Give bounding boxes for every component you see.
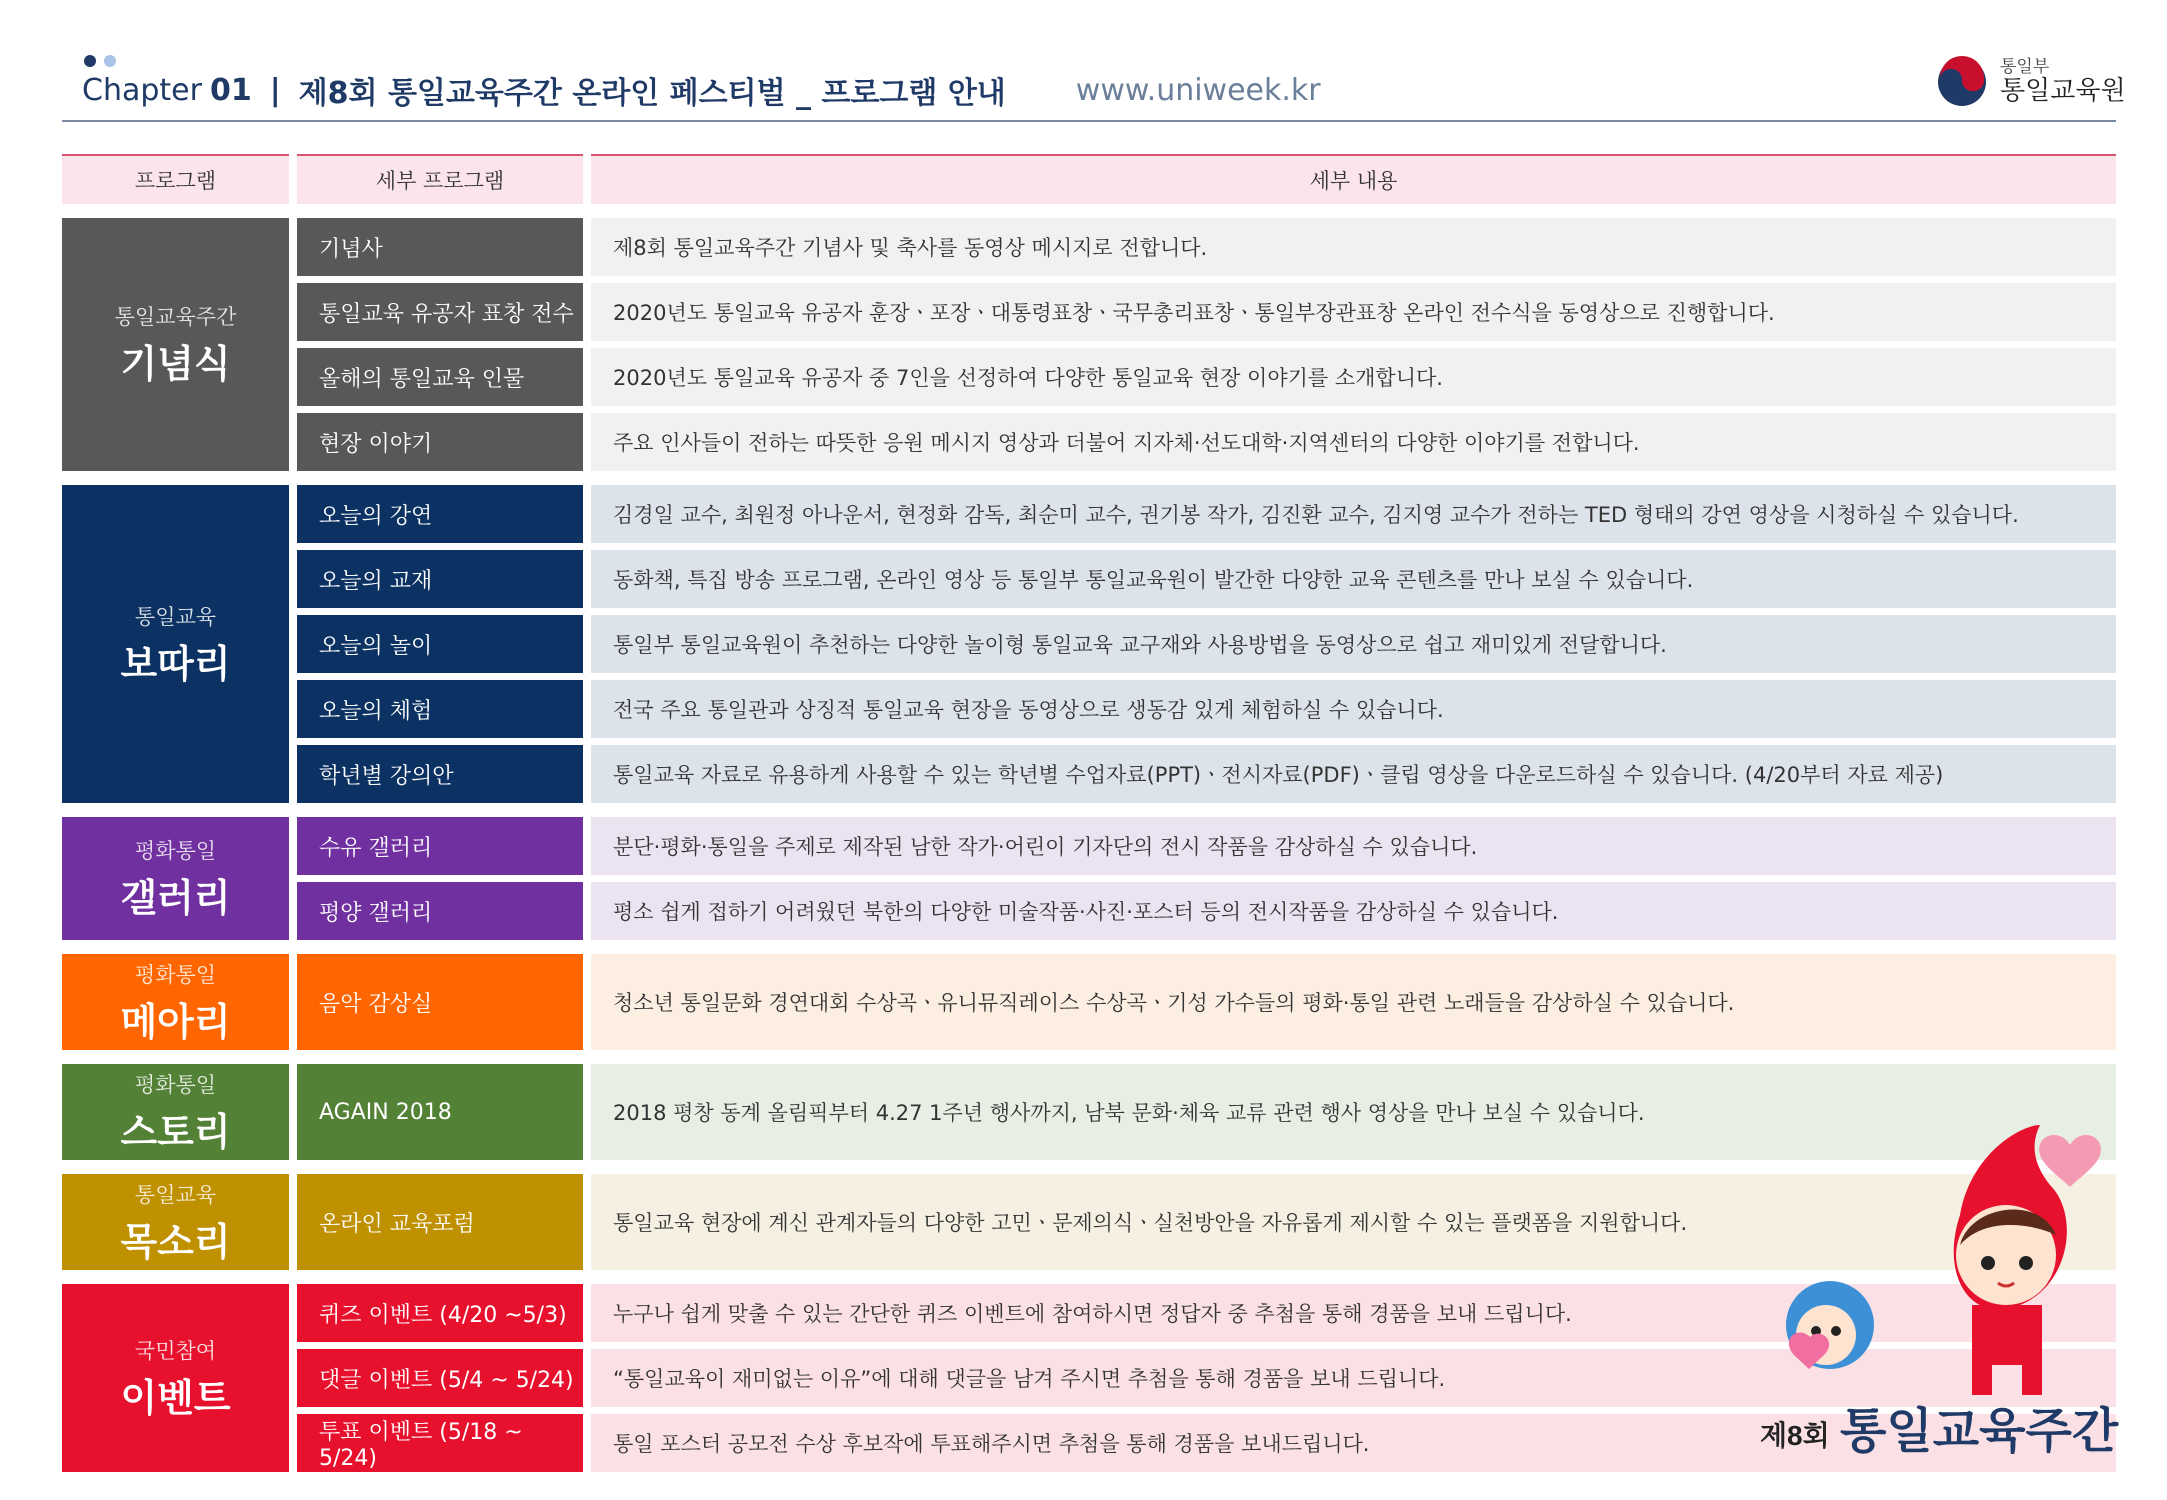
table-row (297, 817, 2116, 875)
program-category-sub: 통일교육 (134, 1182, 217, 1207)
table-row (297, 348, 2116, 406)
table-row (297, 283, 2116, 341)
sub-program-description: 김경일 교수, 최원정 아나운서, 현정화 감독, 최순미 교수, 권기봉 작가, 김진환 교수, 김지영 교수가 전하는 TED 형태의 강연 영상을 시청하실 수 있습니다. (591, 485, 2116, 543)
header-divider (62, 120, 2116, 122)
program-category-sub: 통일교육 (134, 604, 217, 629)
table-row (297, 615, 2116, 673)
program-group (62, 485, 2116, 803)
sub-program-description: “통일교육이 재미없는 이유”에 대해 댓글을 남겨 주시면 추첨을 통해 경품을 보내 드립니다. (591, 1349, 2116, 1407)
mascot-caption-main: 통일교육주간 (1840, 1405, 2119, 1458)
sub-program-description: 주요 인사들이 전하는 따뜻한 응원 메시지 영상과 더불어 지자체·선도대학·지역센터의 다양한 이야기를 전합니다. (591, 413, 2116, 471)
sub-program-name: 오늘의 강연 (297, 485, 583, 543)
header-separator: | (269, 72, 281, 108)
sub-program-list (297, 218, 2116, 471)
program-category-title: 메아리 (120, 999, 231, 1044)
sub-program-description: 통일부 통일교육원이 추천하는 다양한 놀이형 통일교육 교구재와 사용방법을 동영상으로 쉽고 재미있게 전달합니다. (591, 615, 2116, 673)
program-category (62, 1174, 289, 1270)
mascot-image (1710, 1105, 2130, 1465)
program-category (62, 485, 289, 803)
header-sub-program: 세부 프로그램 (297, 154, 583, 204)
mascot-caption-prefix: 제8회 (1760, 1420, 1830, 1451)
page-header (82, 70, 1321, 110)
red-mascot-body (1972, 1305, 2042, 1395)
sub-program-name: 온라인 교육포럼 (297, 1174, 583, 1270)
logo-ministry-name: 통일부 (2000, 57, 2050, 78)
program-category-sub: 국민참여 (134, 1338, 217, 1363)
dot-dark (84, 55, 96, 67)
program-category-sub: 평화통일 (134, 839, 217, 863)
sub-program-description: 누구나 쉽게 맞출 수 있는 간단한 퀴즈 이벤트에 참여하시면 정답자 중 추첨을 통해 경품을 보내 드립니다. (591, 1284, 2116, 1342)
sub-program-name: 음악 감상실 (297, 954, 583, 1050)
table-row (297, 954, 2116, 1050)
sub-program-name: 평양 갤러리 (297, 882, 583, 940)
program-category-title: 이벤트 (120, 1375, 231, 1420)
program-category (62, 1284, 289, 1472)
program-category (62, 817, 289, 940)
program-category-title: 스토리 (120, 1109, 231, 1154)
sub-program-name: 올해의 통일교육 인물 (297, 348, 583, 406)
page-title: 제8회 통일교육주간 온라인 페스티벌 _ 프로그램 안내 (298, 76, 1006, 111)
program-category-title: 갤러리 (120, 876, 231, 920)
sub-program-name: 댓글 이벤트 (5/4 ~ 5/24) (297, 1349, 583, 1407)
table-row (297, 745, 2116, 803)
table-row (297, 882, 2116, 940)
table-row (297, 218, 2116, 276)
sub-program-name: 오늘의 체험 (297, 680, 583, 738)
sub-program-description: 동화책, 특집 방송 프로그램, 온라인 영상 등 통일부 통일교육원이 발간한 다양한 교육 콘텐츠를 만나 보실 수 있습니다. (591, 550, 2116, 608)
sub-program-name: 퀴즈 이벤트 (4/20 ~5/3) (297, 1284, 583, 1342)
program-group (62, 817, 2116, 940)
program-category-title: 보따리 (120, 641, 231, 686)
sub-program-name: 학년별 강의안 (297, 745, 583, 803)
site-url-link[interactable]: www.uniweek.kr (1075, 72, 1321, 108)
program-category-sub: 평화통일 (134, 962, 217, 987)
program-group (62, 954, 2116, 1050)
sub-program-name: 수유 갤러리 (297, 817, 583, 875)
sub-program-description: 평소 쉽게 접하기 어려웠던 북한의 다양한 미술작품·사진·포스터 등의 전시작품을 감상하실 수 있습니다. (591, 882, 2116, 940)
sub-program-name: 현장 이야기 (297, 413, 583, 471)
chapter-number: 01 (209, 72, 252, 108)
table-row (297, 413, 2116, 471)
sub-program-description: 2018 평창 동계 올림픽부터 4.27 1주년 행사까지, 남북 문화·체육 교류 관련 행사 영상을 만나 보실 수 있습니다. (591, 1064, 2116, 1160)
sub-program-name: AGAIN 2018 (297, 1064, 583, 1160)
sub-program-name: 투표 이벤트 (5/18 ~ 5/24) (297, 1414, 583, 1472)
sub-program-description: 제8회 통일교육주간 기념사 및 축사를 동영상 메시지로 전합니다. (591, 218, 2116, 276)
logo-institute-name: 통일교육원 (2000, 76, 2126, 107)
mascot-illustration (1710, 1105, 2130, 1465)
sub-program-description: 2020년도 통일교육 유공자 훈장ㆍ포장ㆍ대통령표창ㆍ국무총리표창ㆍ통일부장관표창 온라인 전수식을 동영상으로 진행합니다. (591, 283, 2116, 341)
chapter-label: Chapter (82, 72, 202, 108)
program-category-title: 기념식 (120, 342, 231, 386)
taegeuk-icon (1936, 56, 1988, 108)
table-row (297, 680, 2116, 738)
sub-program-list (297, 954, 2116, 1050)
header-details: 세부 내용 (591, 154, 2116, 204)
sub-program-description: 2020년도 통일교육 유공자 중 7인을 선정하여 다양한 통일교육 현장 이야기를 소개합니다. (591, 348, 2116, 406)
ministry-logo (1936, 56, 2126, 108)
table-row (297, 550, 2116, 608)
program-category (62, 1064, 289, 1160)
sub-program-list (297, 817, 2116, 940)
program-group (62, 218, 2116, 471)
sub-program-description: 통일 포스터 공모전 수상 후보작에 투표해주시면 추첨을 통해 경품을 보내드립니다. (591, 1414, 2116, 1472)
sub-program-list (297, 485, 2116, 803)
table-header (62, 154, 2116, 204)
sub-program-description: 청소년 통일문화 경연대회 수상곡ㆍ유니뮤직레이스 수상곡ㆍ기성 가수들의 평화·통일 관련 노래들을 감상하실 수 있습니다. (591, 954, 2116, 1050)
heart-icon (2039, 1135, 2101, 1187)
sub-program-name: 오늘의 교재 (297, 550, 583, 608)
program-category (62, 954, 289, 1050)
program-category-sub: 평화통일 (134, 1072, 217, 1097)
sub-program-description: 전국 주요 통일관과 상징적 통일교육 현장을 동영상으로 생동감 있게 체험하실 수 있습니다. (591, 680, 2116, 738)
sub-program-description: 통일교육 현장에 계신 관계자들의 다양한 고민ㆍ문제의식ㆍ실천방안을 자유롭게 제시할 수 있는 플랫폼을 지원합니다. (591, 1174, 2116, 1270)
table-row (297, 485, 2116, 543)
program-category-sub: 통일교육주간 (114, 305, 237, 329)
header-dots (84, 52, 124, 71)
header-program: 프로그램 (62, 154, 289, 204)
sub-program-description: 통일교육 자료로 유용하게 사용할 수 있는 학년별 수업자료(PPT)ㆍ전시자료(PDF)ㆍ클립 영상을 다운로드하실 수 있습니다. (4/20부터 자료 제공) (591, 745, 2116, 803)
program-category-title: 목소리 (120, 1219, 231, 1264)
sub-program-name: 통일교육 유공자 표창 전수 (297, 283, 583, 341)
sub-program-description: 분단·평화·통일을 주제로 제작된 남한 작가·어린이 기자단의 전시 작품을 감상하실 수 있습니다. (591, 817, 2116, 875)
program-category (62, 218, 289, 471)
sub-program-name: 기념사 (297, 218, 583, 276)
dot-light (104, 55, 116, 67)
sub-program-name: 오늘의 놀이 (297, 615, 583, 673)
